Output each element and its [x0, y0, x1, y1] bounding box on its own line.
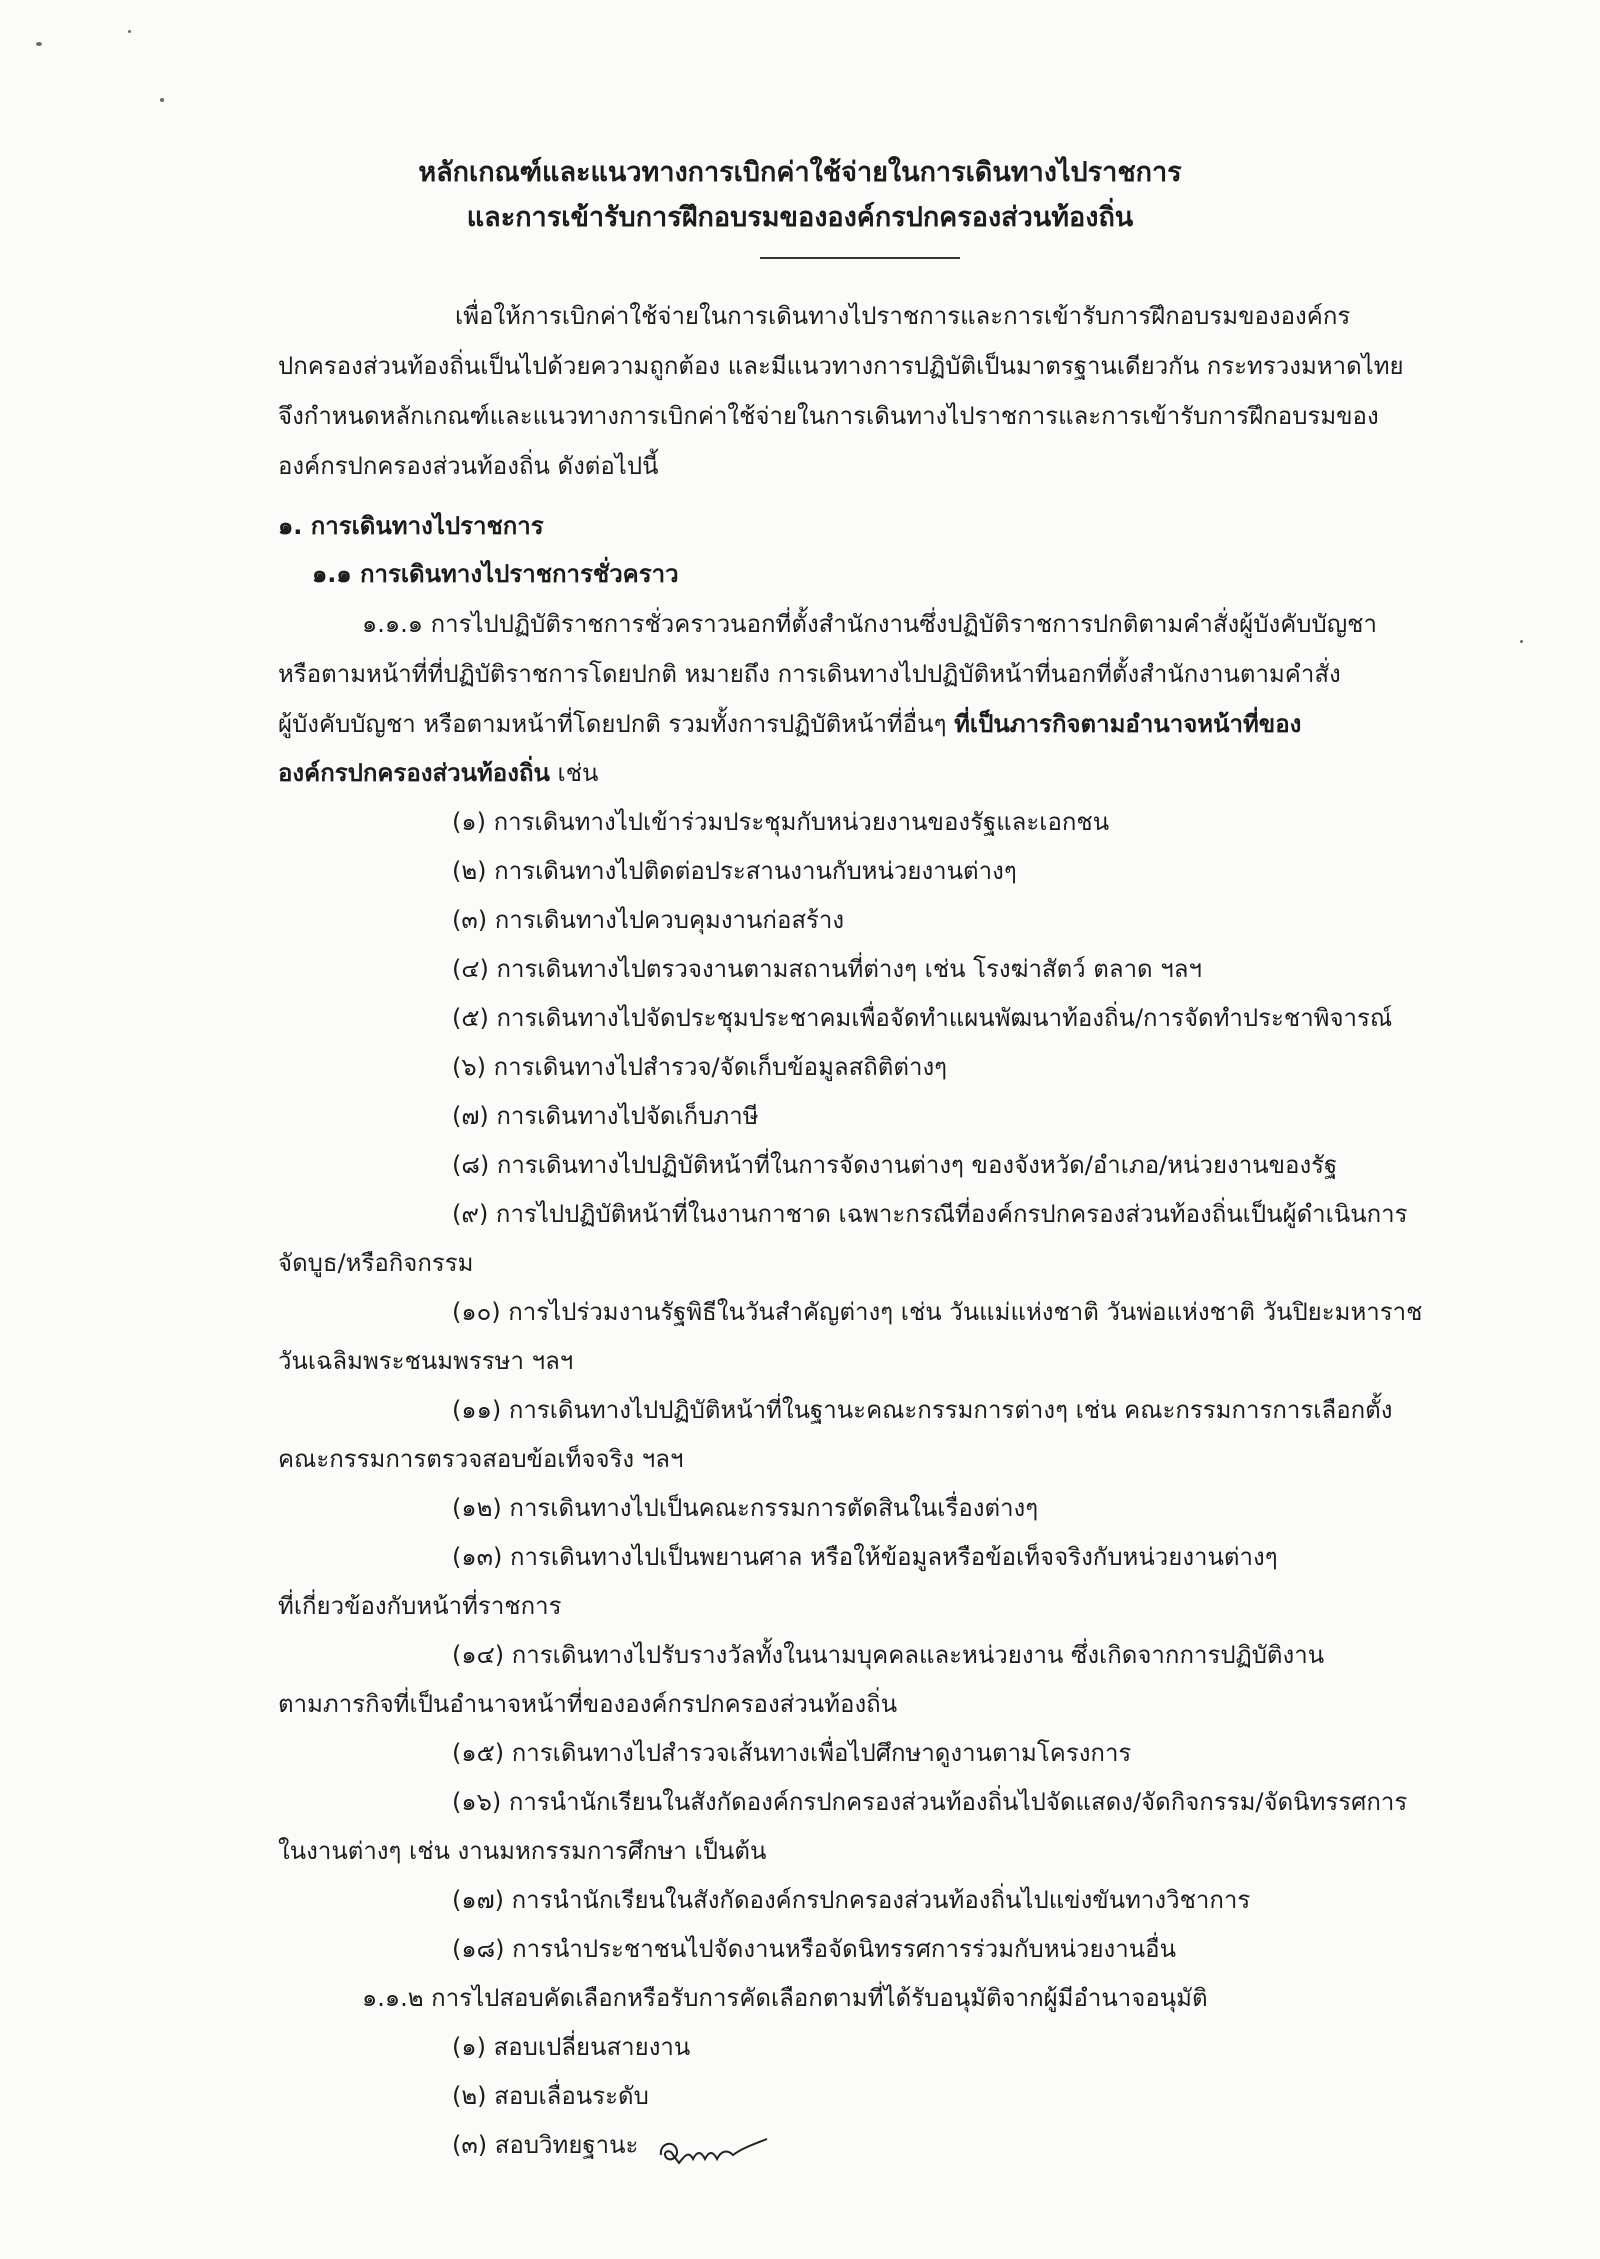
list-item-10-cont: วันเฉลิมพระชนมพรรษา ฯลฯ	[278, 1347, 574, 1375]
list-item-15: (๑๕) การเดินทางไปสำรวจเส้นทางเพื่อไปศึกษาดูงานตามโครงการ	[452, 1739, 1132, 1767]
list-item-10: (๑๐) การไปร่วมงานรัฐพิธีในวันสำคัญต่างๆ เช่น วันแม่แห่งชาติ วันพ่อแห่งชาติ วันปิยะมหาราช	[452, 1298, 1423, 1326]
list-item-18: (๑๘) การนำประชาชนไปจัดงานหรือจัดนิทรรศการร่วมกับหน่วยงานอื่น	[452, 1935, 1176, 1963]
list-item-3: (๓) การเดินทางไปควบคุมงานก่อสร้าง	[452, 906, 845, 934]
list-item-9: (๙) การไปปฏิบัติหน้าที่ในงานกาชาด เฉพาะกรณีที่องค์กรปกครองส่วนท้องถิ่นเป็นผู้ดำเนินการ	[452, 1200, 1408, 1228]
section-1-heading: ๑. การเดินทางไปราชการ	[278, 512, 544, 540]
sub-item-3: (๓) สอบวิทยฐานะ	[452, 2131, 639, 2159]
list-item-16-cont: ในงานต่างๆ เช่น งานมหกรรมการศึกษา เป็นต้น	[278, 1837, 767, 1865]
para-111-line-2: หรือตามหน้าที่ที่ปฏิบัติราชการโดยปกติ หมายถึง การเดินทางไปปฏิบัติหน้าที่นอกที่ตั้งสำนักงานตามคำสั่ง	[278, 660, 1341, 688]
list-item-13: (๑๓) การเดินทางไปเป็นพยานศาล หรือให้ข้อมูลหรือข้อเท็จจริงกับหน่วยงานต่างๆ	[452, 1543, 1278, 1571]
list-item-13-cont: ที่เกี่ยวข้องกับหน้าที่ราชการ	[278, 1592, 562, 1620]
intro-line-4: องค์กรปกครองส่วนท้องถิ่น ดังต่อไปนี้	[278, 452, 659, 480]
list-item-7: (๗) การเดินทางไปจัดเก็บภาษี	[452, 1102, 759, 1130]
para-111-line-4-bold: องค์กรปกครองส่วนท้องถิ่น	[278, 759, 550, 787]
title-underline	[760, 257, 960, 259]
list-item-4: (๔) การเดินทางไปตรวจงานตามสถานที่ต่างๆ เช่น โรงฆ่าสัตว์ ตลาด ฯลฯ	[452, 955, 1202, 983]
list-item-16: (๑๖) การนำนักเรียนในสังกัดองค์กรปกครองส่วนท้องถิ่นไปจัดแสดง/จัดกิจกรรม/จัดนิทรรศการ	[452, 1788, 1408, 1816]
list-item-6: (๖) การเดินทางไปสำรวจ/จัดเก็บข้อมูลสถิติต่างๆ	[452, 1053, 948, 1081]
handwritten-initials-signature	[655, 2125, 775, 2175]
sub-item-1: (๑) สอบเปลี่ยนสายงาน	[452, 2033, 691, 2061]
para-111-line-3-bold: ที่เป็นภารกิจตามอำนาจหน้าที่ของ	[954, 710, 1302, 738]
intro-line-1: เพื่อให้การเบิกค่าใช้จ่ายในการเดินทางไปราชการและการเข้ารับการฝึกอบรมขององค์กร	[455, 302, 1351, 330]
para-111-line-1: ๑.๑.๑ การไปปฏิบัติราชการชั่วคราวนอกที่ตั้งสำนักงานซึ่งปฏิบัติราชการปกติตามคำสั่งผู้บังคับบัญชา	[362, 610, 1377, 638]
section-1-1-heading: ๑.๑ การเดินทางไปราชการชั่วคราว	[312, 560, 679, 588]
scan-speck	[128, 30, 131, 33]
scan-speck	[160, 98, 164, 102]
list-item-11-cont: คณะกรรมการตรวจสอบข้อเท็จจริง ฯลฯ	[278, 1445, 684, 1473]
para-112: ๑.๑.๒ การไปสอบคัดเลือกหรือรับการคัดเลือกตามที่ได้รับอนุมัติจากผู้มีอำนาจอนุมัติ	[362, 1984, 1208, 2012]
list-item-5: (๕) การเดินทางไปจัดประชุมประชาคมเพื่อจัดทำแผนพัฒนาท้องถิ่น/การจัดทำประชาพิจารณ์	[452, 1004, 1393, 1032]
list-item-2: (๒) การเดินทางไปติดต่อประสานงานกับหน่วยงานต่างๆ	[452, 857, 1017, 885]
list-item-8: (๘) การเดินทางไปปฏิบัติหน้าที่ในการจัดงานต่างๆ ของจังหวัด/อำเภอ/หน่วยงานของรัฐ	[452, 1151, 1338, 1179]
scan-speck	[1520, 640, 1523, 643]
doc-title-line-1: หลักเกณฑ์และแนวทางการเบิกค่าใช้จ่ายในการเดินทางไปราชการ	[418, 157, 1182, 188]
list-item-11: (๑๑) การเดินทางไปปฏิบัติหน้าที่ในฐานะคณะกรรมการต่างๆ เช่น คณะกรรมการการเลือกตั้ง	[452, 1396, 1393, 1424]
scan-speck	[36, 42, 42, 46]
list-item-1: (๑) การเดินทางไปเข้าร่วมประชุมกับหน่วยงานของรัฐและเอกชน	[452, 808, 1110, 836]
list-item-9-cont: จัดบูธ/หรือกิจกรรม	[278, 1249, 474, 1277]
para-111-line-3	[278, 708, 1301, 740]
para-111-line-4	[278, 757, 598, 789]
list-item-14-cont: ตามภารกิจที่เป็นอำนาจหน้าที่ขององค์กรปกครองส่วนท้องถิ่น	[278, 1690, 898, 1718]
sub-item-2: (๒) สอบเลื่อนระดับ	[452, 2082, 649, 2110]
list-item-14: (๑๔) การเดินทางไปรับรางวัลทั้งในนามบุคคลและหน่วยงาน ซึ่งเกิดจากการปฏิบัติงาน	[452, 1641, 1325, 1669]
intro-line-3: จึงกำหนดหลักเกณฑ์และแนวทางการเบิกค่าใช้จ่ายในการเดินทางไปราชการและการเข้ารับการฝึกอบรมของ	[278, 402, 1379, 430]
doc-title-line-2: และการเข้ารับการฝึกอบรมขององค์กรปกครองส่วนท้องถิ่น	[466, 202, 1134, 233]
para-111-line-4-text: เช่น	[549, 759, 599, 787]
list-item-12: (๑๒) การเดินทางไปเป็นคณะกรรมการตัดสินในเรื่องต่างๆ	[452, 1494, 1039, 1522]
intro-line-2: ปกครองส่วนท้องถิ่นเป็นไปด้วยความถูกต้อง และมีแนวทางการปฏิบัติเป็นมาตรฐานเดียวกัน กระทรวงมหาดไทย	[278, 352, 1404, 380]
para-111-line-3-text: ผู้บังคับบัญชา หรือตามหน้าที่โดยปกติ รวมทั้งการปฏิบัติหน้าที่อื่นๆ	[278, 710, 955, 738]
list-item-17: (๑๗) การนำนักเรียนในสังกัดองค์กรปกครองส่วนท้องถิ่นไปแข่งขันทางวิชาการ	[452, 1886, 1251, 1914]
